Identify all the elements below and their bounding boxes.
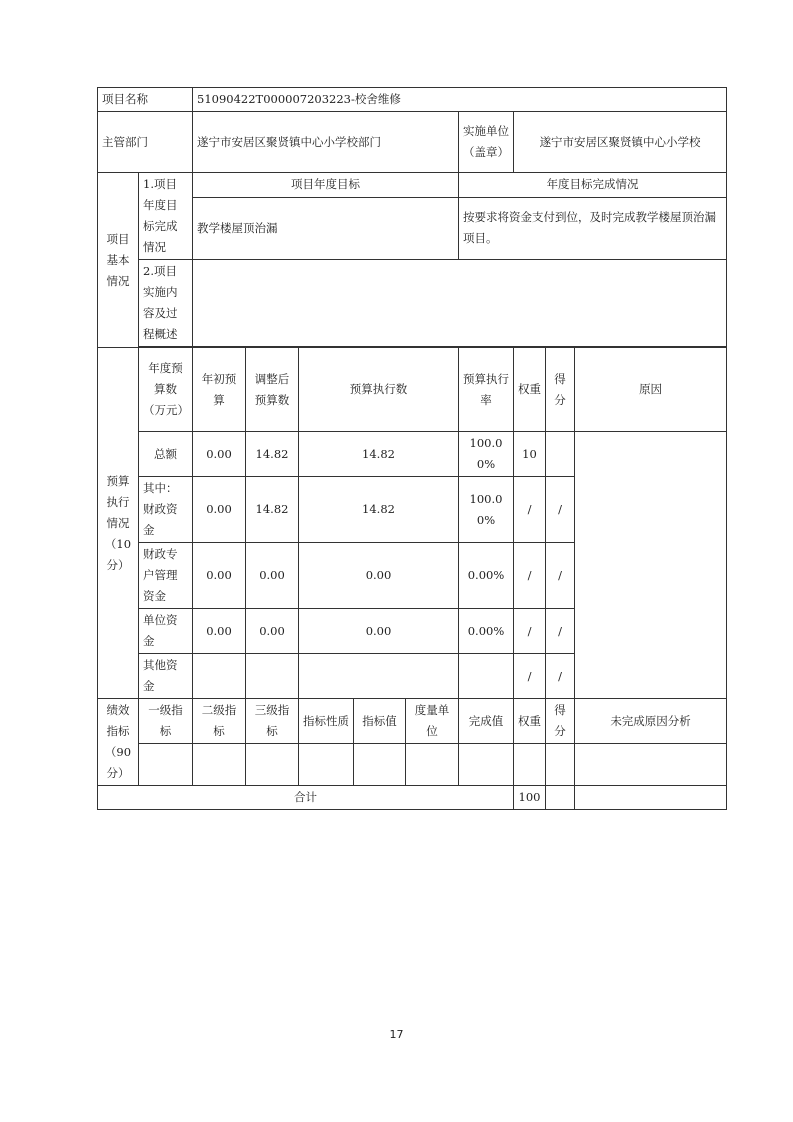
budget-col-category: 年度预算数（万元） bbox=[139, 348, 193, 432]
budget-row-executed: 14.82 bbox=[299, 432, 459, 477]
perf-cell bbox=[514, 744, 546, 786]
status-text: 按要求将资金支付到位，及时完成教学楼屋顶治漏项目。 bbox=[459, 197, 727, 259]
budget-col-adjusted: 调整后预算数 bbox=[246, 348, 299, 432]
budget-col-rate: 预算执行率 bbox=[459, 348, 514, 432]
total-label: 合计 bbox=[98, 786, 514, 810]
budget-row-adjusted: 14.82 bbox=[246, 477, 299, 543]
budget-row-weight: / bbox=[514, 477, 546, 543]
unit-label: 实施单位（盖章） bbox=[459, 112, 514, 173]
budget-row-label: 单位资金 bbox=[139, 609, 193, 654]
budget-col-initial: 年初预算 bbox=[193, 348, 246, 432]
budget-row-score: / bbox=[546, 543, 575, 609]
unit-value: 遂宁市安居区聚贤镇中心小学校 bbox=[514, 112, 727, 173]
total-row bbox=[98, 786, 727, 810]
perf-col-level2: 二级指标 bbox=[193, 699, 246, 744]
perf-col-unit: 度量单位 bbox=[406, 699, 459, 744]
budget-row-rate: 100.00% bbox=[459, 477, 514, 543]
dept-row bbox=[98, 112, 727, 173]
budget-col-score: 得分 bbox=[546, 348, 575, 432]
perf-cell bbox=[459, 744, 514, 786]
perf-cell bbox=[139, 744, 193, 786]
goal-row bbox=[98, 197, 727, 259]
budget-row-label: 其他资金 bbox=[139, 654, 193, 699]
perf-cell bbox=[406, 744, 459, 786]
budget-row-score: / bbox=[546, 609, 575, 654]
budget-row-executed bbox=[299, 654, 459, 699]
perf-col-nature: 指标性质 bbox=[299, 699, 354, 744]
perf-cell bbox=[546, 744, 575, 786]
perf-cell bbox=[193, 744, 246, 786]
goal-text: 教学楼屋顶治漏 bbox=[193, 197, 459, 259]
budget-row-weight: / bbox=[514, 609, 546, 654]
perf-section-label: 绩效指标（90分） bbox=[98, 699, 139, 786]
perf-col-weight: 权重 bbox=[514, 699, 546, 744]
budget-row-weight: / bbox=[514, 543, 546, 609]
budget-row-rate bbox=[459, 654, 514, 699]
total-score bbox=[546, 786, 575, 810]
perf-cell bbox=[354, 744, 406, 786]
budget-header-row bbox=[98, 348, 727, 432]
page-number: 17 bbox=[389, 1028, 404, 1041]
budget-row bbox=[98, 432, 727, 477]
project-name-row bbox=[98, 88, 727, 112]
perf-cell bbox=[575, 744, 727, 786]
budget-row-label: 其中：财政资金 bbox=[139, 477, 193, 543]
budget-row-weight: / bbox=[514, 654, 546, 699]
budget-row-executed: 14.82 bbox=[299, 477, 459, 543]
perf-header-row bbox=[98, 699, 727, 744]
perf-col-level1: 一级指标 bbox=[139, 699, 193, 744]
process-row bbox=[98, 260, 727, 347]
budget-reason-cell bbox=[575, 432, 727, 699]
process-label: 2.项目实施内容及过程概述 bbox=[139, 260, 193, 347]
budget-row-score: / bbox=[546, 477, 575, 543]
basic-header-row bbox=[98, 173, 727, 198]
budget-col-reason: 原因 bbox=[575, 348, 727, 432]
budget-row-initial: 0.00 bbox=[193, 609, 246, 654]
basic-section-label: 项目基本情况 bbox=[98, 173, 139, 348]
budget-row-label: 财政专户管理资金 bbox=[139, 543, 193, 609]
total-empty bbox=[575, 786, 727, 810]
process-text bbox=[193, 260, 727, 347]
budget-row-rate: 100.00% bbox=[459, 432, 514, 477]
budget-row-score bbox=[546, 432, 575, 477]
perf-empty-row bbox=[98, 744, 727, 786]
perf-col-score: 得分 bbox=[546, 699, 575, 744]
budget-row-initial: 0.00 bbox=[193, 432, 246, 477]
budget-row-initial bbox=[193, 654, 246, 699]
goal-col-header: 项目年度目标 bbox=[193, 173, 459, 198]
project-name-value: 51090422T000007203223-校舍维修 bbox=[193, 88, 727, 112]
budget-col-executed: 预算执行数 bbox=[299, 348, 459, 432]
perf-col-done: 完成值 bbox=[459, 699, 514, 744]
perf-col-level3: 三级指标 bbox=[246, 699, 299, 744]
perf-cell bbox=[299, 744, 354, 786]
budget-row-initial: 0.00 bbox=[193, 543, 246, 609]
budget-row-score: / bbox=[546, 654, 575, 699]
budget-row-rate: 0.00% bbox=[459, 543, 514, 609]
perf-col-value: 指标值 bbox=[354, 699, 406, 744]
budget-row-adjusted: 14.82 bbox=[246, 432, 299, 477]
budget-row-label: 总额 bbox=[139, 432, 193, 477]
project-name-label: 项目名称 bbox=[98, 88, 193, 112]
performance-form-table bbox=[97, 87, 727, 810]
budget-col-weight: 权重 bbox=[514, 348, 546, 432]
total-weight: 100 bbox=[514, 786, 546, 810]
perf-cell bbox=[246, 744, 299, 786]
dept-label: 主管部门 bbox=[98, 112, 193, 173]
budget-row-executed: 0.00 bbox=[299, 609, 459, 654]
budget-row-executed: 0.00 bbox=[299, 543, 459, 609]
status-col-header: 年度目标完成情况 bbox=[459, 173, 727, 198]
budget-row-initial: 0.00 bbox=[193, 477, 246, 543]
budget-row-weight: 10 bbox=[514, 432, 546, 477]
budget-row-adjusted: 0.00 bbox=[246, 609, 299, 654]
goal-label: 1.项目年度目标完成情况 bbox=[139, 173, 193, 260]
budget-row-rate: 0.00% bbox=[459, 609, 514, 654]
perf-col-analysis: 未完成原因分析 bbox=[575, 699, 727, 744]
budget-row-adjusted bbox=[246, 654, 299, 699]
dept-value: 遂宁市安居区聚贤镇中心小学校部门 bbox=[193, 112, 459, 173]
budget-row-adjusted: 0.00 bbox=[246, 543, 299, 609]
budget-section-label: 预算执行情况（10分） bbox=[98, 348, 139, 699]
